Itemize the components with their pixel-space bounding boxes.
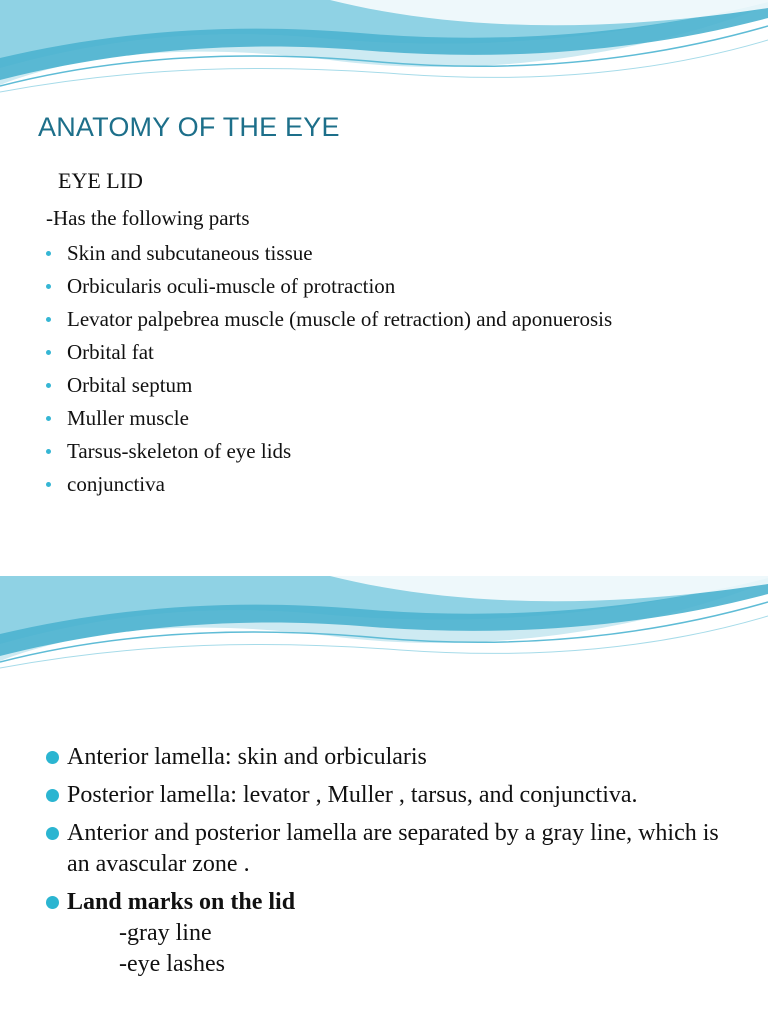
bullet-icon [46, 251, 51, 256]
wave-banner [0, 0, 768, 110]
list-item: Levator palpebrea muscle (muscle of retraction) and aponuerosis [46, 306, 726, 333]
list-item: Anterior and posterior lamella are separated by a gray line, which is an avascular zone . [46, 818, 736, 880]
bullet-icon [46, 284, 51, 289]
section-heading: EYE LID [58, 168, 143, 193]
list-item: conjunctiva [46, 471, 726, 498]
list-item: Land marks on the lid -gray line -eye lashes [46, 887, 736, 980]
list-item: Posterior lamella: levator , Muller , tarsus, and conjunctiva. [46, 780, 736, 811]
bullet-icon [46, 896, 59, 909]
intro-text: -Has the following parts [46, 206, 250, 230]
bullet-icon [46, 383, 51, 388]
list-item: Orbital septum [46, 372, 726, 399]
list-item: Muller muscle [46, 405, 726, 432]
bullet-icon [46, 789, 59, 802]
slide-2 [0, 576, 768, 1024]
bullet-icon [46, 827, 59, 840]
sub-item: -gray line [119, 920, 212, 946]
lamella-list [46, 742, 736, 987]
bullet-icon [46, 449, 51, 454]
list-item: Orbicularis oculi-muscle of protraction [46, 273, 726, 300]
bullet-icon [46, 317, 51, 322]
list-item: Skin and subcutaneous tissue [46, 240, 726, 267]
bullet-icon [46, 350, 51, 355]
list-item: Anterior lamella: skin and orbicularis [46, 742, 736, 773]
list-item: Tarsus-skeleton of eye lids [46, 438, 726, 465]
slide-title: ANATOMY OF THE EYE [38, 112, 340, 142]
sub-item: -eye lashes [119, 951, 225, 977]
bullet-icon [46, 416, 51, 421]
bullet-icon [46, 482, 51, 487]
bullet-icon [46, 751, 59, 764]
list-item: Orbital fat [46, 339, 726, 366]
wave-banner [0, 576, 768, 686]
eyelid-parts-list [46, 240, 726, 504]
